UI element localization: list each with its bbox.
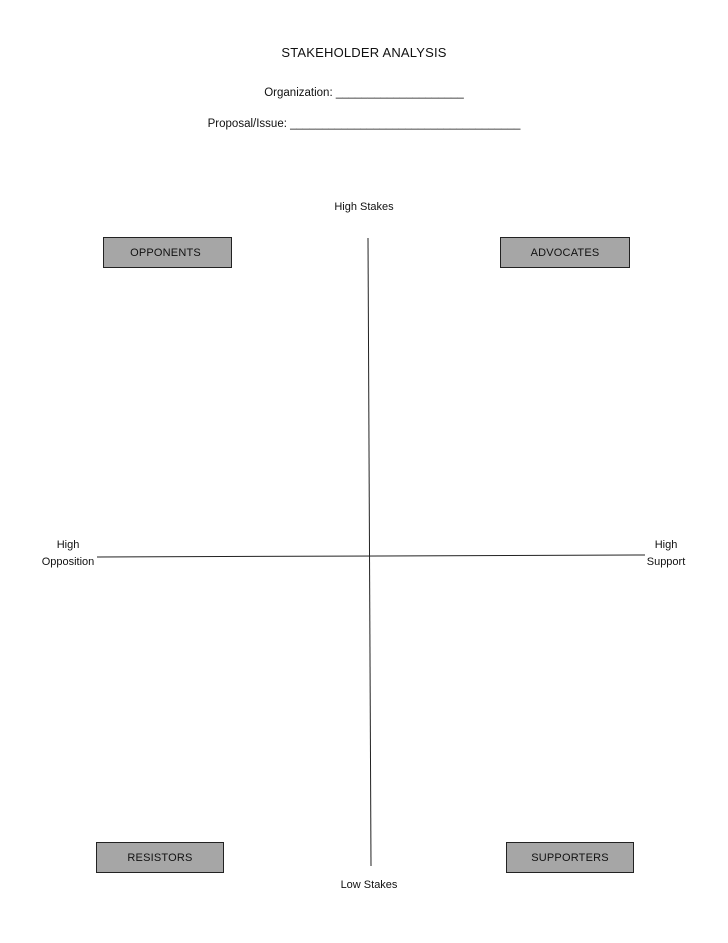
low-stakes-label: Low Stakes (340, 879, 398, 891)
vertical-axis-line (368, 238, 371, 866)
proposal-blank[interactable]: ____________________________________ (290, 118, 521, 130)
advocates-label: ADVOCATES (530, 246, 600, 259)
high-opposition-label (40, 537, 96, 571)
horizontal-axis-line (97, 555, 645, 557)
opponents-label: OPPONENTS (130, 246, 201, 259)
page-title: STAKEHOLDER ANALYSIS (281, 45, 447, 60)
advocates-box (500, 237, 630, 268)
high-opposition-line2: Opposition (41, 556, 95, 568)
high-support-line1: High (654, 539, 678, 551)
resistors-label: RESISTORS (127, 851, 193, 864)
organization-label: Organization: (264, 87, 333, 99)
supporters-label: SUPPORTERS (531, 851, 609, 864)
organization-blank[interactable]: ____________________ (335, 87, 464, 99)
proposal-label: Proposal/Issue: (207, 118, 287, 130)
high-support-line2: Support (646, 556, 686, 568)
high-support-label (642, 537, 690, 571)
high-stakes-label: High Stakes (334, 201, 394, 213)
resistors-box (96, 842, 224, 873)
high-opposition-line1: High (56, 539, 80, 551)
supporters-box (506, 842, 634, 873)
opponents-box (103, 237, 232, 268)
